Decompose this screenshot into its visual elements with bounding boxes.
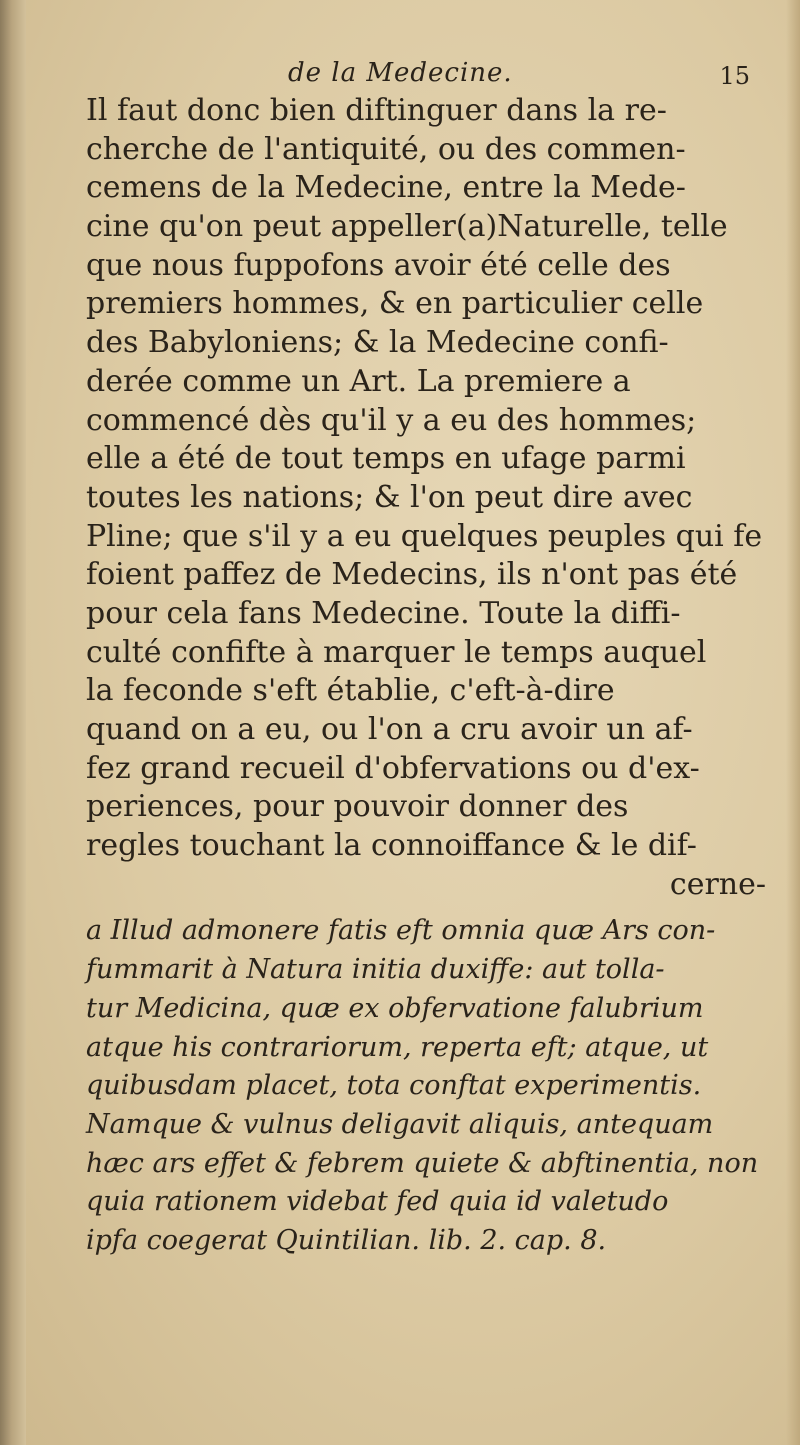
text-line: Pline; que s'il y a eu quelques peuples qui fe xyxy=(86,518,763,554)
page-header xyxy=(70,58,760,94)
text-line: fez grand recueil d'obfervations ou d'ex- xyxy=(86,750,700,786)
footnote xyxy=(86,912,766,1260)
footnote-line: quibusdam placet, tota conftat experimentis. xyxy=(86,1070,702,1102)
page-number: 15 xyxy=(719,62,750,90)
page-binding-shadow xyxy=(0,0,26,1445)
text-line: culté confifte à marquer le temps auquel xyxy=(86,634,707,670)
text-line: Il faut donc bien diftinguer dans la re- xyxy=(86,93,667,128)
footnote-line: hæc ars effet & febrem quiete & abftinentia, non xyxy=(86,1147,759,1179)
text-line: des Babyloniens; & la Medecine confi- xyxy=(86,325,669,361)
text-line: periences, pour pouvoir donner des xyxy=(86,789,629,825)
footnote-line: ipfa coegerat Quintilian. lib. 2. cap. 8. xyxy=(86,1224,607,1256)
text-line: la feconde s'eft établie, c'eft-à-dire xyxy=(86,673,615,709)
text-line: pour cela fans Medecine. Toute la diffi- xyxy=(86,595,681,631)
running-head: de la Medecine. xyxy=(288,58,513,88)
footnote-line: quia rationem videbat fed quia id valetudo xyxy=(86,1186,669,1218)
page-edge-shadow xyxy=(786,0,800,1445)
main-text xyxy=(86,92,766,1261)
footnote-line: Namque & vulnus deligavit aliquis, antequam xyxy=(86,1108,714,1140)
text-line: derée comme un Art. La premiere a xyxy=(86,363,631,399)
catchword: cerne- xyxy=(669,866,766,902)
text-line: toutes les nations; & l'on peut dire avec xyxy=(86,479,693,515)
text-line: foient paffez de Medecins, ils n'ont pas été xyxy=(86,557,738,593)
text-line: quand on a eu, ou l'on a cru avoir un af- xyxy=(86,712,693,747)
footnote-line: atque his contrariorum, reperta eft; atque, ut xyxy=(86,1031,709,1063)
footnote-line: tur Medicina, quæ ex obfervatione falubrium xyxy=(86,992,704,1024)
footnote-line: a Illud admonere fatis eft omnia quæ Ars con- xyxy=(86,915,716,947)
text-line: cherche de l'antiquité, ou des commen- xyxy=(86,131,686,167)
footnote-line: fummarit à Natura initia duxiffe: aut tolla- xyxy=(86,954,665,986)
text-line: cemens de la Medecine, entre la Mede- xyxy=(86,170,686,206)
text-line: commencé dès qu'il y a eu des hommes; xyxy=(86,402,697,438)
text-line: regles touchant la connoiffance & le dif- xyxy=(86,828,697,864)
text-line: elle a été de tout temps en ufage parmi xyxy=(86,441,686,477)
text-line: premiers hommes, & en particulier celle xyxy=(86,286,704,322)
text-line: cine qu'on peut appeller(a)Naturelle, telle xyxy=(86,209,728,245)
text-line: que nous fuppofons avoir été celle des xyxy=(86,247,671,283)
